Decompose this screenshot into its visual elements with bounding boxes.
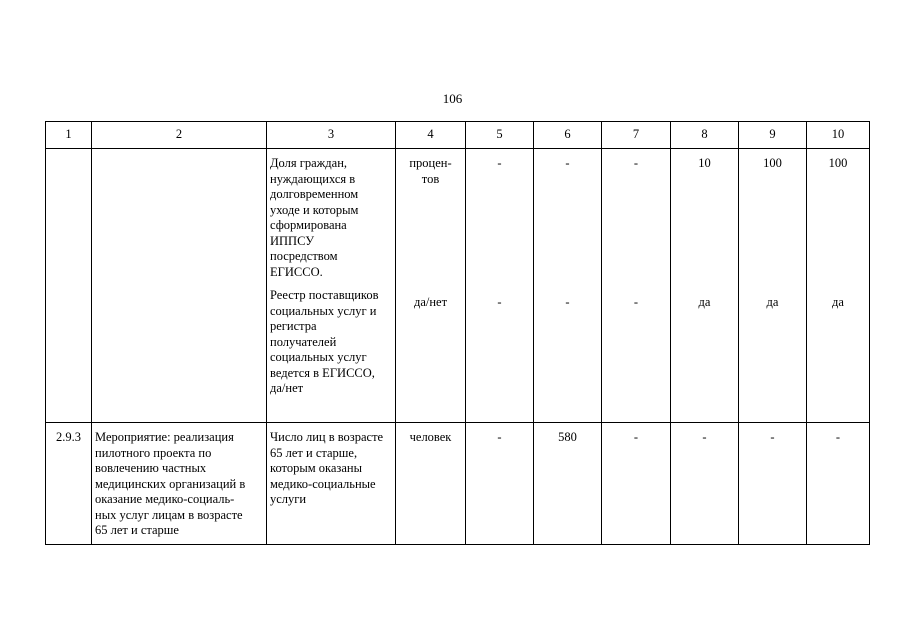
- value-cell: [534, 149, 602, 423]
- column-header: 1: [46, 122, 92, 149]
- table-row: [46, 423, 870, 545]
- column-header: 4: [396, 122, 466, 149]
- column-header: 2: [92, 122, 267, 149]
- page-number: 106: [442, 91, 463, 106]
- value: -: [497, 156, 502, 170]
- header-row: [46, 122, 870, 149]
- value: -: [565, 295, 570, 309]
- value: да: [698, 295, 711, 309]
- column-header: 7: [602, 122, 671, 149]
- value: -: [739, 423, 807, 545]
- value: -: [633, 156, 639, 170]
- indicator-cell: [267, 149, 396, 423]
- unit-value: да/нет: [413, 295, 448, 309]
- unit-value: процен- тов: [409, 156, 452, 186]
- column-header: 3: [267, 122, 396, 149]
- value-cell: [466, 149, 534, 423]
- value: -: [565, 156, 570, 170]
- value: да: [832, 295, 844, 309]
- value: 100: [763, 156, 782, 170]
- value: да: [766, 295, 779, 309]
- measure-cell: [92, 149, 267, 423]
- column-header: 6: [534, 122, 602, 149]
- column-header: 10: [807, 122, 870, 149]
- value: -: [466, 423, 534, 545]
- value: 580: [534, 423, 602, 545]
- value: -: [633, 295, 639, 309]
- value-cell: [807, 149, 870, 423]
- value: -: [671, 423, 739, 545]
- indicators-table: [45, 121, 870, 545]
- measure-cell: Мероприятие: реализация пилотного проекта по вовлечению частных медицинских организаций в оказание медико-социаль- ных услуг лицам в возрасте 65 лет и старше: [92, 423, 267, 545]
- column-header: 5: [466, 122, 534, 149]
- value-cell: [602, 149, 671, 423]
- value: 100: [828, 156, 848, 170]
- table-row: [46, 149, 870, 423]
- value: -: [497, 295, 502, 309]
- column-header: 9: [739, 122, 807, 149]
- column-header: 8: [671, 122, 739, 149]
- unit-value: человек: [396, 423, 466, 545]
- row-number: 2.9.3: [46, 423, 92, 545]
- value: 10: [698, 156, 711, 170]
- indicator-name: Доля граждан, нуждающихся в долговременном уходе и которым сформирована ИППСУ посредством ЕГИССО.: [270, 156, 359, 279]
- row-number: [46, 149, 92, 423]
- unit-cell: [396, 149, 466, 423]
- value: -: [602, 423, 671, 545]
- value-cell: [739, 149, 807, 423]
- value: -: [807, 423, 870, 545]
- indicator-name: Реестр поставщиков социальных услуг и регистра получателей социальных услуг ведется в ЕГИССО, да/нет: [270, 288, 379, 395]
- indicator-name: Число лиц в возрасте 65 лет и старше, которым оказаны медико-социальные услуги: [267, 423, 396, 545]
- value-cell: [671, 149, 739, 423]
